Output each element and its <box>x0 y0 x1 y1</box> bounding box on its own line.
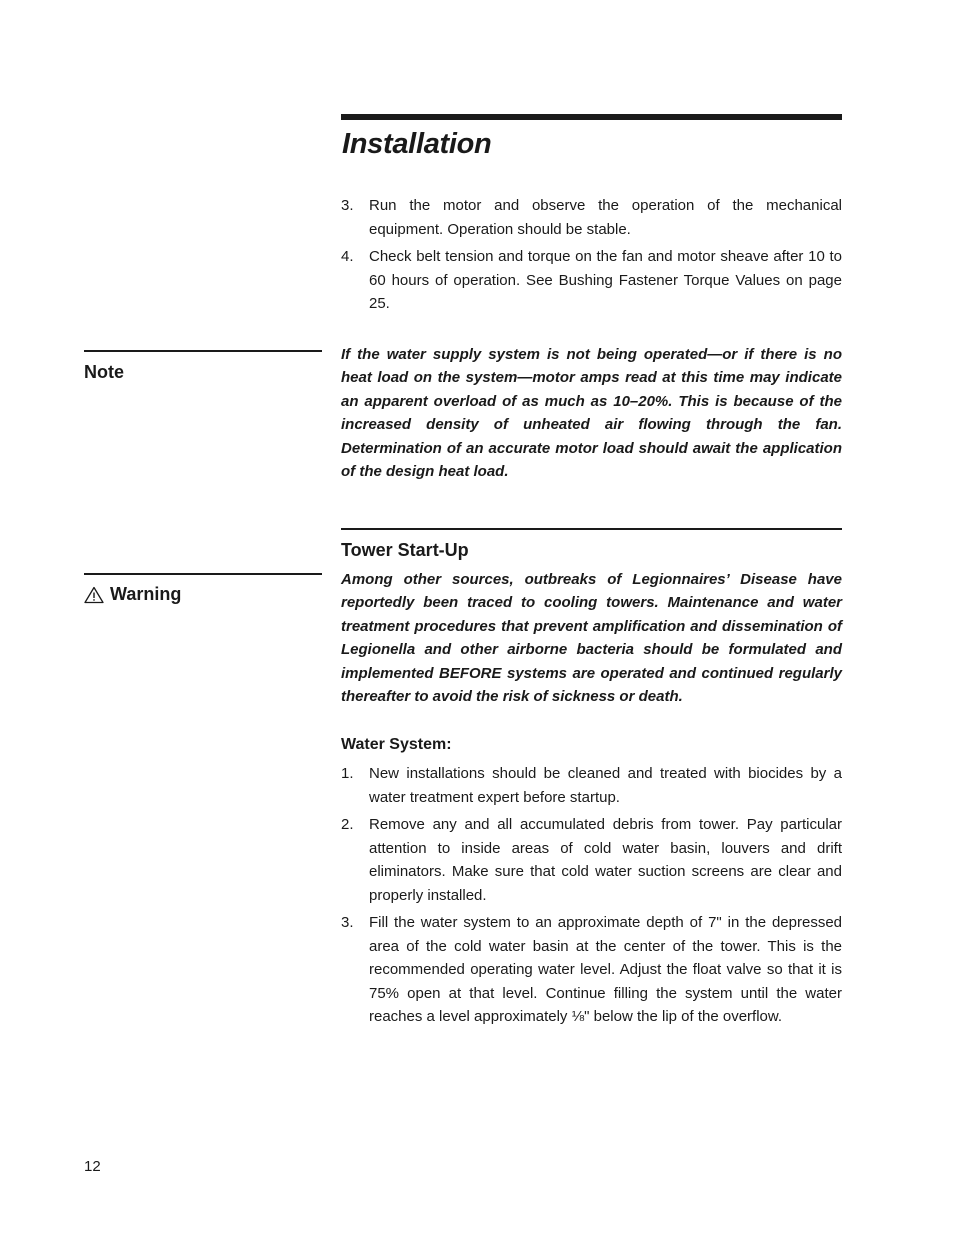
warning-label: Warning <box>110 584 182 604</box>
note-label: Note <box>84 362 124 382</box>
warning-label-group <box>84 584 181 605</box>
section-heading: Tower Start-Up <box>341 540 469 560</box>
list-item-number: 3. <box>341 197 354 214</box>
list-item-text: New installations should be cleaned and treated with biocides by a water treatment expert before startup. <box>369 765 842 806</box>
list-item-number: 3. <box>341 914 354 931</box>
list-item-text: Remove any and all accumulated debris from tower. Pay particular attention to inside areas of cold water basin, louvers and drift eliminators. Make sure that cold water suction screens are clear and properly installed. <box>369 816 842 904</box>
list-item-text: Run the motor and observe the operation of the mechanical equipment. Operation should be stable. <box>369 197 842 238</box>
warning-triangle-icon <box>84 586 104 604</box>
warning-rule <box>84 573 322 575</box>
list-item-number: 1. <box>341 765 354 782</box>
note-rule <box>84 350 322 352</box>
list-item <box>341 245 842 316</box>
water-system-steps <box>341 762 842 1029</box>
list-item-number: 4. <box>341 248 354 265</box>
section-rule <box>341 528 842 530</box>
page-number: 12 <box>84 1158 101 1175</box>
note-text: If the water supply system is not being operated—or if there is no heat load on the system—motor amps read at this time may indicate an apparent overload of as much as 10–20%. This is because of the increased density of unheated air flowing through the fan. Determination of an accurate motor load should await the application of the design heat load. <box>341 346 842 481</box>
subsection-heading: Water System: <box>341 736 452 753</box>
intro-steps-list <box>341 194 842 316</box>
list-item <box>341 194 842 241</box>
list-item-text: Fill the water system to an approximate depth of 7" in the depressed area of the cold water basin at the center of the tower. This is the recommended operating water level. Adjust the float valve so that it is 75% open at that level. Continue filling the system until the water reaches a level approximately ⅛" below the lip of the overflow. <box>369 914 842 1025</box>
warning-text: Among other sources, outbreaks of Legionnaires’ Disease have reportedly been traced to cooling towers. Maintenance and water treatment procedures that prevent amplification and dissemination of Legionella and other airborne bacteria should be formulated and implemented BEFORE systems are operated and continued regularly thereafter to avoid the risk of sickness or death. <box>341 571 842 706</box>
list-item <box>341 813 842 907</box>
list-item <box>341 762 842 809</box>
list-item <box>341 911 842 1029</box>
list-item-text: Check belt tension and torque on the fan and motor sheave after 10 to 60 hours of operation. See Bushing Fastener Torque Values on page 25. <box>369 248 842 312</box>
header-rule <box>341 114 842 120</box>
list-item-number: 2. <box>341 816 354 833</box>
page-title: Installation <box>342 128 492 160</box>
